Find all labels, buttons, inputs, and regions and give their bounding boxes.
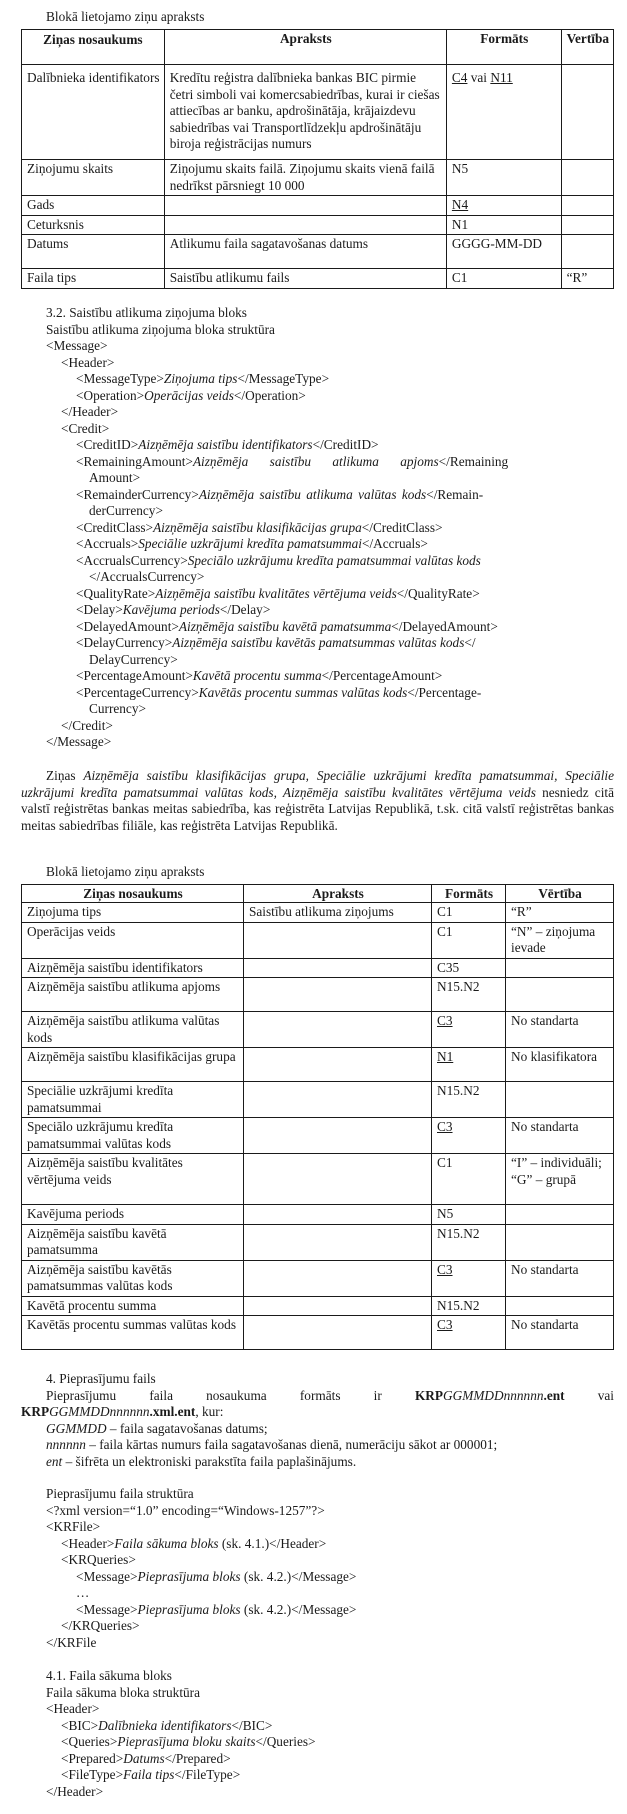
cell-description [244,1205,432,1225]
cell-format: N15.N2 [432,1082,506,1118]
cell-format [446,65,561,160]
table-row [22,196,614,216]
cell-name: Kavējuma periods [22,1205,244,1225]
table-row [22,1082,614,1118]
table-header-row [22,885,614,903]
code-line: <CreditClass>Aizņēmēja saistību klasifikācijas grupa</CreditClass> [76,519,443,535]
code-line: <PercentageAmount>Kavētā procentu summa</PercentageAmount> [76,668,443,683]
cell-description [244,1316,432,1350]
cell-format: C1 [432,903,506,923]
col-header-value: Vērtība [506,885,614,903]
cell-value [561,65,613,160]
code-line: </Credit> [61,717,113,733]
code-line: <PercentageCurrency>Kavētās procentu summas valūtas kods</Percentage- [76,684,482,700]
section-4 [21,1371,614,1470]
col-header-name: Ziņas nosaukums [22,885,244,903]
code-line: DelayCurrency> [89,651,178,667]
cell-description [244,958,432,978]
col-header-value: Vertība [561,30,613,65]
section-subtitle: Faila sākuma bloka struktūra [46,1684,200,1700]
table-row [22,65,614,160]
format-link[interactable]: C3 [437,1261,453,1277]
cell-description: Kredītu reģistra dalībnieka bankas BIC pirmie četri simboli vai komercsabiedrības, kurai ir ciešas attiecības ar banku, apdrošinātāja, krājaizdevu sabiedrības vai Transportlīdzekļu apdrošinātāju biroja reģistrācijas numurs [164,65,446,160]
definition-item: GGMMDD – faila sagatavošanas datums; [46,1420,268,1436]
cell-name: Operācijas veids [22,922,244,958]
cell-format [446,196,561,216]
code-line: <QualityRate>Aizņēmēja saistību kvalitātes vērtējuma veids</QualityRate> [76,585,480,601]
cell-name: Faila tips [22,269,165,289]
cell-format: N15.N2 [432,978,506,1012]
cell-format: N15.N2 [432,1296,506,1316]
table-row [22,1012,614,1048]
cell-value: No standarta [506,1012,614,1048]
section-title: 4.1. Faila sākuma bloks [46,1668,172,1683]
section-3-2 [46,305,614,751]
cell-name: Ziņojuma tips [22,903,244,923]
code-line: <MessageType>Ziņojuma tips</MessageType> [76,371,330,386]
cell-description [244,1154,432,1205]
cell-format: N1 [446,215,561,235]
definition-item: nnnnnn – faila kārtas numurs faila sagatavošanas dienā, numerāciju sākot ar 000001; [46,1437,498,1452]
cell-format: C1 [432,1154,506,1205]
definition-item: ent – šifrēta un elektroniski parakstīta faila paplašinājums. [46,1453,357,1469]
code-line: <Header> [46,1701,100,1716]
cell-description [244,1224,432,1260]
table-row [22,269,614,289]
code-line: <CreditID>Aizņēmēja saistību identifikators</CreditID> [76,437,379,452]
code-line: Amount> [89,470,141,485]
cell-name: Ceturksnis [22,215,165,235]
cell-description [244,1118,432,1154]
xml-structure [46,338,614,751]
code-line: <?xml version=“1.0” encoding=“Windows-1257”?> [46,1502,325,1518]
table-row [22,1154,614,1205]
cell-value [506,1205,614,1225]
cell-description [244,1260,432,1296]
table-row [22,922,614,958]
code-line: </KRFile [46,1634,97,1650]
format-link[interactable]: N1 [437,1049,454,1064]
cell-format [432,1048,506,1082]
table-row [22,903,614,923]
section-title: 3.2. Saistību atlikuma ziņojuma bloks [46,305,247,320]
code-line: <KRQueries> [61,1552,136,1567]
code-line: <AccrualsCurrency>Speciālo uzkrājumu kredīta pamatsummai valūtas kods [76,552,481,568]
table-row [22,235,614,269]
cell-format [432,1118,506,1154]
cell-description: Atlikumu faila sagatavošanas datums [164,235,446,269]
table-row [22,978,614,1012]
cell-value: “N” – ziņojuma ievade [506,922,614,958]
cell-value: No klasifikatora [506,1048,614,1082]
code-line: </AccrualsCurrency> [89,569,205,584]
file-header-fields-table [21,29,614,289]
code-line: <RemainderCurrency>Aizņēmēja saistību atlikuma valūtas kods</Remain- [76,486,484,502]
cell-format: C35 [432,958,506,978]
cell-value [561,160,613,196]
format-separator: vai [467,70,491,85]
code-line: </Header> [61,404,119,419]
cell-value [506,958,614,978]
cell-description [164,215,446,235]
table1-caption: Blokā lietojamo ziņu apraksts [46,9,205,24]
code-line: <Queries>Pieprasījuma bloku skaits</Queries> [61,1734,316,1749]
cell-name: Aizņēmēja saistību kavētās pamatsummas valūtas kods [22,1260,244,1296]
cell-value: No standarta [506,1118,614,1154]
code-line: </Header> [46,1783,104,1799]
cell-value: “I” – individuāli; “G” – grupā [506,1154,614,1205]
cell-description: Ziņojumu skaits failā. Ziņojumu skaits vienā failā nedrīkst pārsniegt 10 000 [164,160,446,196]
cell-description: Saistību atlikumu fails [164,269,446,289]
cell-value [506,978,614,1012]
cell-description [244,1082,432,1118]
cell-value [561,215,613,235]
code-line: <Message>Pieprasījuma bloks (sk. 4.2.)</Message> [76,1568,357,1584]
code-line: <Operation>Operācijas veids</Operation> [76,387,306,403]
cell-name: Aizņēmēja saistību kavētā pamatsumma [22,1224,244,1260]
format-link[interactable]: C3 [437,1119,453,1134]
cell-format [432,1316,506,1350]
cell-format: C1 [432,922,506,958]
cell-format [432,1012,506,1048]
cell-name: Aizņēmēja saistību atlikuma valūtas kods [22,1012,244,1048]
code-line: <RemainingAmount>Aizņēmēja saistību atlikuma apjoms</Remaining [76,453,509,469]
cell-description [244,978,432,1012]
format-link-n4[interactable]: N4 [451,197,469,212]
code-line: derCurrency> [89,503,163,518]
code-line: <FileType>Faila tips</FileType> [61,1767,241,1782]
code-line: <Credit> [61,420,110,436]
cell-name: Aizņēmēja saistību atlikuma apjoms [22,978,244,1012]
col-header-format: Formāts [446,30,561,65]
format-link[interactable]: C3 [437,1013,453,1028]
cell-name: Speciālie uzkrājumi kredīta pamatsummai [22,1082,244,1118]
cell-name: Aizņēmēja saistību klasifikācijas grupa [22,1048,244,1082]
section-3-2-note: Ziņas Aizņēmēja saistību klasifikācijas grupa, Speciālie uzkrājumi kredīta pamatsummai, Speciālie uzkrājumi kredīta pamatsummai valūtas kods, Aizņēmēja saistību kvalitātes vērtējuma veids nesniedz citā valstī reģistrētas bankas meitas sabiedrība, kas reģistrēta Latvijas Republikā, t.sk. citā valstī reģistrētas bankas meitas sabiedrības filiāle, kas reģistrēta Latvijas Republikā. [21,768,614,833]
table-row [22,215,614,235]
col-header-description: Apraksts [164,30,446,65]
cell-description: Saistību atlikuma ziņojums [244,903,432,923]
code-line: <KRFile> [46,1519,101,1534]
table-row [22,1260,614,1296]
cell-value: “R” [561,269,613,289]
cell-format: N5 [432,1205,506,1225]
cell-value: No standarta [506,1260,614,1296]
table-row [22,1205,614,1225]
table2-body [22,903,614,1350]
table-row [22,1118,614,1154]
code-line: <Header> [61,354,115,370]
cell-name: Datums [22,235,165,269]
cell-value [506,1082,614,1118]
cell-format: C1 [446,269,561,289]
cell-format [432,1260,506,1296]
cell-description [244,922,432,958]
cell-name: Kavētā procentu summa [22,1296,244,1316]
section-subtitle: Pieprasījumu faila struktūra [46,1486,194,1501]
cell-description [244,1012,432,1048]
table-row [22,958,614,978]
cell-name: Aizņēmēja saistību identifikators [22,958,244,978]
cell-name: Gads [22,196,165,216]
code-line: </Message> [46,734,112,749]
code-line: <Accruals>Speciālie uzkrājumi kredīta pamatsummai</Accruals> [76,536,428,551]
cell-format: N5 [446,160,561,196]
code-line: <DelayedAmount>Aizņēmēja saistību kavētā pamatsumma</DelayedAmount> [76,618,498,634]
cell-value: “R” [506,903,614,923]
code-line: <DelayCurrency>Aizņēmēja saistību kavētās pamatsummas valūtas kods</ [76,635,476,650]
cell-format: GGGG-MM-DD [446,235,561,269]
cell-value [561,235,613,269]
code-line: <BIC>Dalībnieka identifikators</BIC> [61,1717,273,1733]
cell-description [164,196,446,216]
code-line: Currency> [89,701,146,716]
code-line: <Header>Faila sākuma bloks (sk. 4.1.)</Header> [61,1535,327,1551]
format-link[interactable]: C3 [437,1317,453,1332]
cell-description [244,1048,432,1082]
format-link-n11[interactable]: N11 [490,70,513,85]
section-4-1 [46,1668,614,1800]
filename-format-line-2: KRPGGMMDDnnnnnn.xml.ent, kur: [21,1404,224,1419]
table-row [22,1316,614,1350]
code-line: <Message> [46,338,108,353]
table-header-row [22,30,614,65]
code-line: <Delay>Kavējuma periods</Delay> [76,602,271,617]
code-line: <Prepared>Datums</Prepared> [61,1750,231,1766]
cell-value [561,196,613,216]
cell-name: Kavētās procentu summas valūtas kods [22,1316,244,1350]
table-row [22,1224,614,1260]
cell-value: No standarta [506,1316,614,1350]
cell-name: Ziņojumu skaits [22,160,165,196]
code-line: … [76,1585,90,1600]
query-file-structure [46,1486,614,1651]
table-row [22,160,614,196]
code-line: <Message>Pieprasījuma bloks (sk. 4.2.)</Message> [76,1601,357,1617]
col-header-description: Apraksts [244,885,432,903]
message-fields-table [21,884,614,1350]
cell-format: N15.N2 [432,1224,506,1260]
section-title: 4. Pieprasījumu fails [46,1371,156,1386]
cell-name: Aizņēmēja saistību kvalitātes vērtējuma veids [22,1154,244,1205]
cell-name: Speciālo uzkrājumu kredīta pamatsummai valūtas kods [22,1118,244,1154]
code-line: </KRQueries> [61,1618,140,1633]
col-header-name: Ziņas nosaukums [22,30,165,65]
table-row [22,1296,614,1316]
col-header-format: Formāts [432,885,506,903]
cell-value [506,1296,614,1316]
format-link-c4[interactable]: C4 [451,70,468,85]
table-row [22,1048,614,1082]
filename-format-line: Pieprasījumu faila nosaukuma formāts ir KRPGGMMDDnnnnnn.ent vai [46,1387,614,1403]
section-subtitle: Saistību atlikuma ziņojuma bloka struktūra [46,321,275,337]
table2-caption: Blokā lietojamo ziņu apraksts [46,864,205,879]
cell-name: Dalībnieka identifikators [22,65,165,160]
cell-description [244,1296,432,1316]
cell-value [506,1224,614,1260]
